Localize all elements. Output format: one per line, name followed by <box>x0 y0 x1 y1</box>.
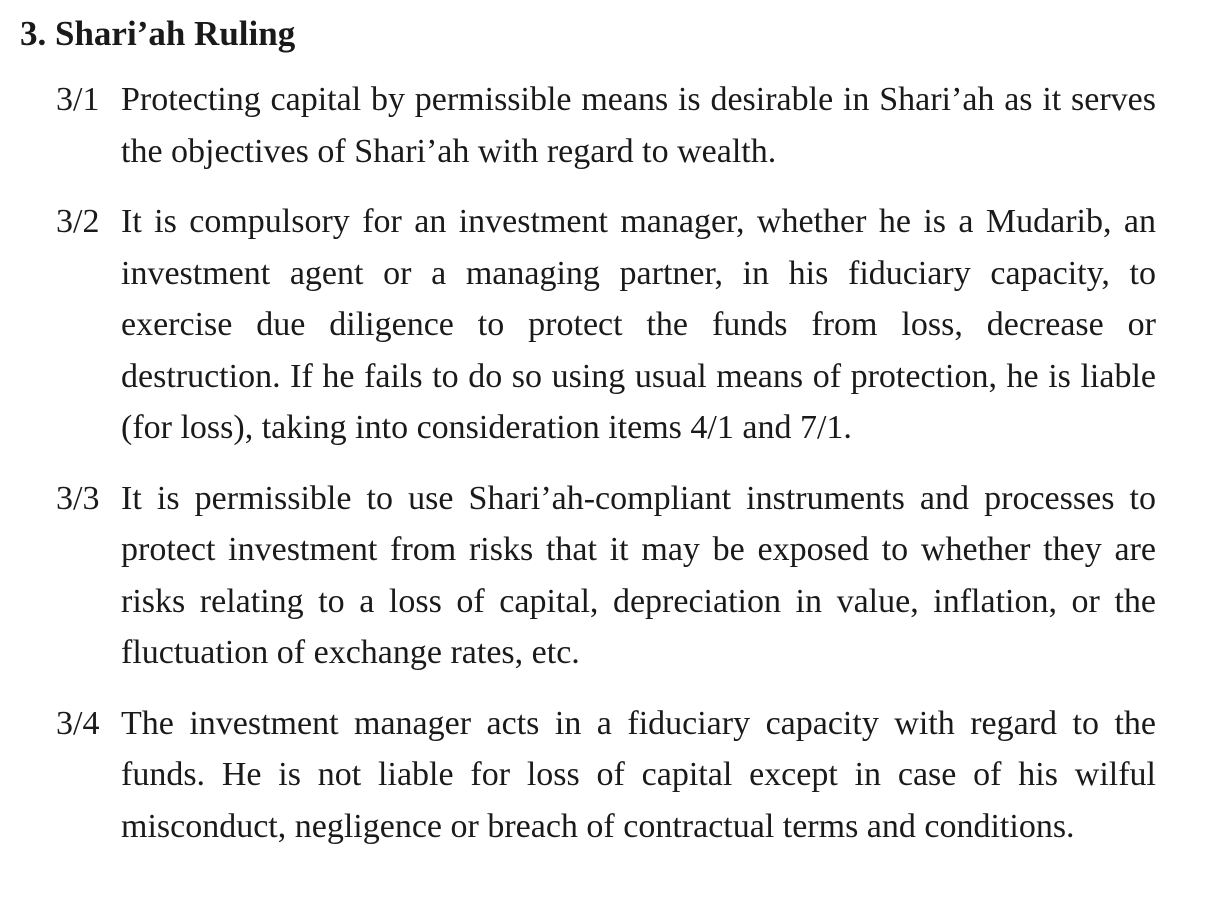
clause-text: It is compulsory for an investment manager, whether he is a Mudarib, an investment agent or a managing partner, in his fiduciary capacity, to exercise due diligence to protect the funds from loss, decrease or destruction. If he fails to do so using usual means of protection, he is liable (for loss), taking into consideration items 4/1 and 7/1. <box>121 203 1156 446</box>
clause-3-3 <box>56 473 1156 679</box>
clause-3-4 <box>56 698 1156 853</box>
clause-3-2 <box>56 196 1156 454</box>
clause-text: Protecting capital by permissible means is desirable in Shari’ah as it serves the objectives of Shari’ah with regard to wealth. <box>121 81 1156 170</box>
clause-number: 3/3 <box>56 479 100 517</box>
clause-number: 3/1 <box>56 81 100 118</box>
clause-number: 3/4 <box>56 704 100 742</box>
section-heading: 3. Shari’ah Ruling <box>20 14 296 53</box>
clause-3-1 <box>56 74 1156 177</box>
clause-text: It is permissible to use Shari’ah-compliant instruments and processes to protect investment from risks that it may be exposed to whether they are risks relating to a loss of capital, depreciation in value, inflation, or the fluctuation of exchange rates, etc. <box>121 479 1156 671</box>
clause-number: 3/2 <box>56 203 100 240</box>
clause-text: The investment manager acts in a fiduciary capacity with regard to the funds. He is not liable for loss of capital except in case of his wilful misconduct, negligence or breach of contractual terms and conditions. <box>121 704 1156 845</box>
clause-list <box>56 74 1156 852</box>
